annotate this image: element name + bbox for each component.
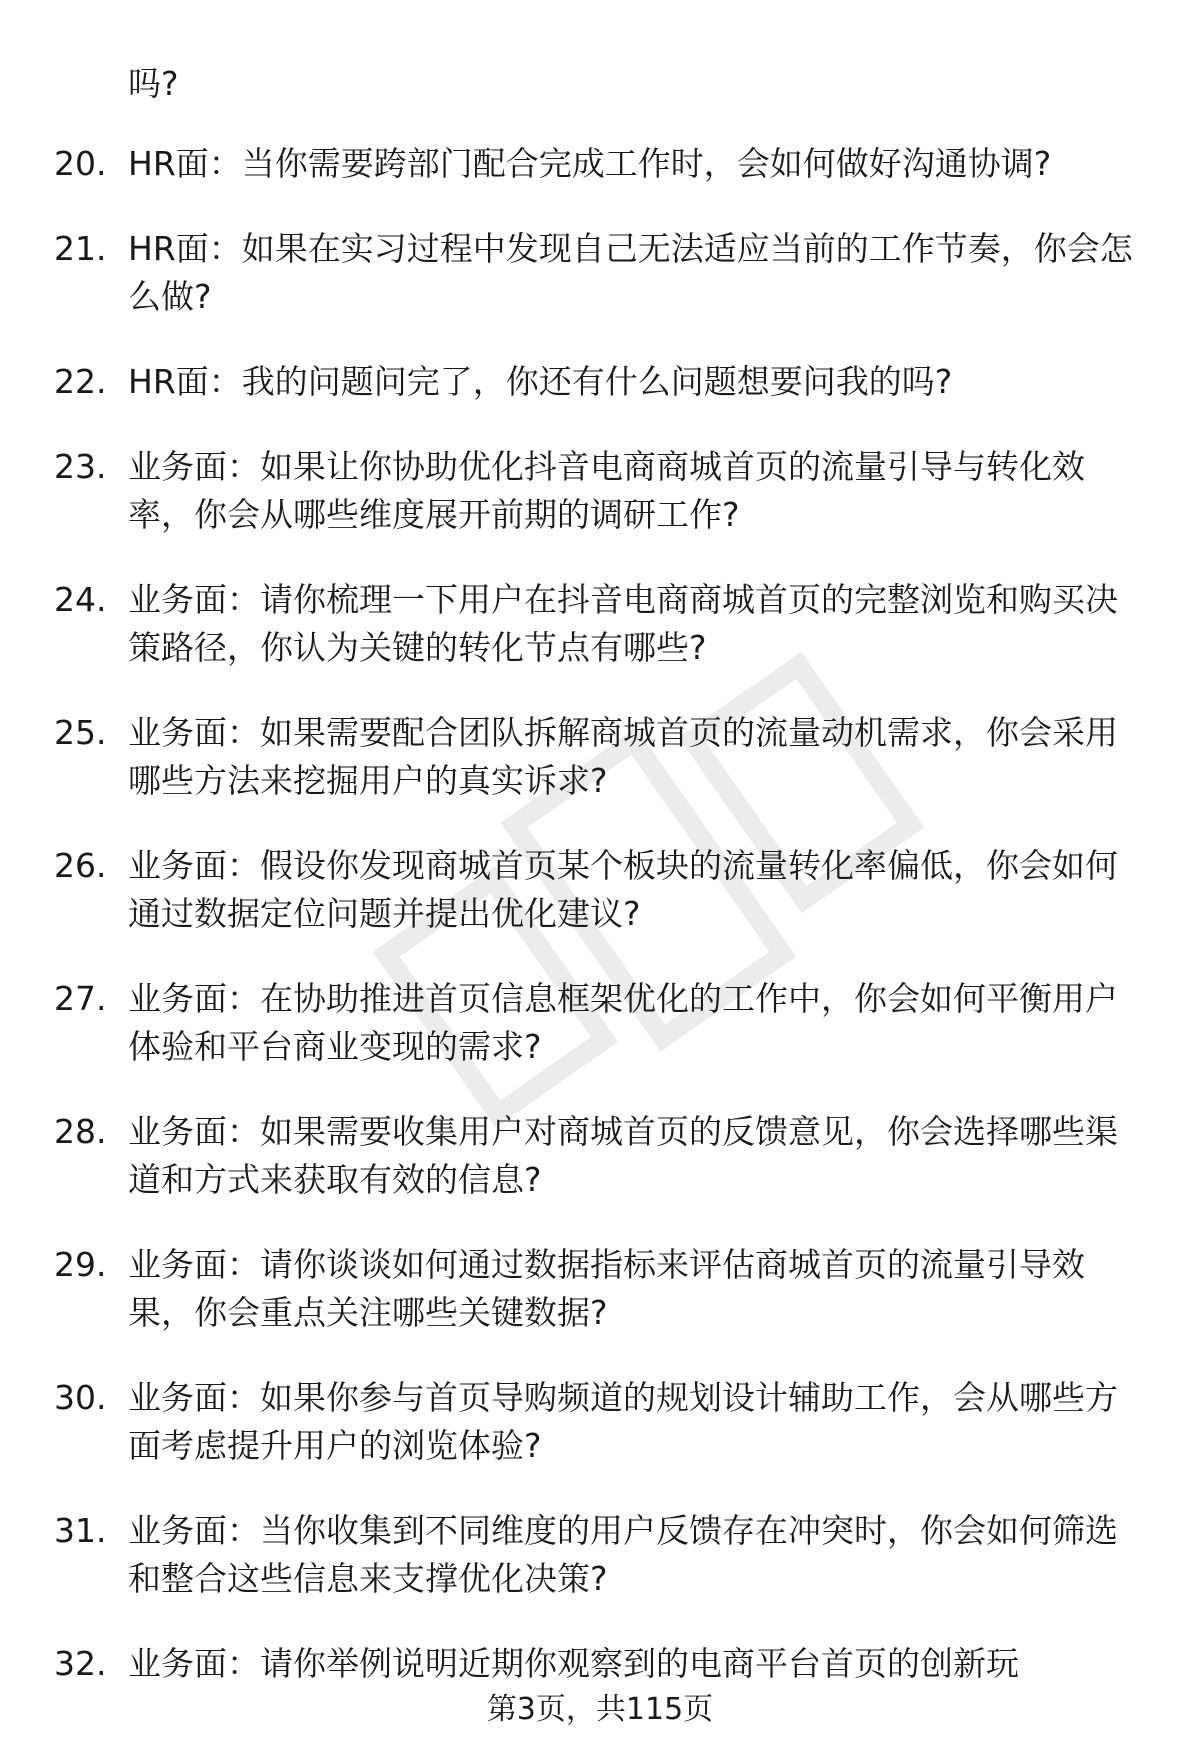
- question-number: 29.: [54, 1245, 107, 1284]
- question-text: HR面：如果在实习过程中发现自己无法适应当前的工作节奏，你会怎么做?: [128, 229, 1133, 316]
- question-item: [0, 140, 1200, 188]
- question-text: 业务面：在协助推进首页信息框架优化的工作中，你会如何平衡用户体验和平台商业变现的需求?: [128, 979, 1118, 1066]
- question-text: 业务面：如果需要收集用户对商城首页的反馈意见，你会选择哪些渠道和方式来获取有效的信息?: [128, 1112, 1118, 1199]
- question-number: 27.: [54, 979, 107, 1018]
- question-number: 30.: [54, 1378, 107, 1417]
- question-text: 业务面：假设你发现商城首页某个板块的流量转化率偏低，你会如何通过数据定位问题并提出优化建议?: [128, 846, 1118, 933]
- question-text: 业务面：请你梳理一下用户在抖音电商商城首页的完整浏览和购买决策路径，你认为关键的转化节点有哪些?: [128, 580, 1118, 667]
- question-number: 31.: [54, 1511, 107, 1550]
- question-number: 24.: [54, 580, 107, 619]
- question-text: 业务面：请你举例说明近期你观察到的电商平台首页的创新玩: [128, 1644, 1019, 1683]
- question-item: [0, 1374, 1200, 1470]
- question-item: [0, 709, 1200, 805]
- question-text: HR面：当你需要跨部门配合完成工作时，会如何做好沟通协调?: [128, 144, 1052, 183]
- question-list: [0, 140, 1200, 1725]
- question-number: 20.: [54, 144, 107, 183]
- question-item: [0, 1108, 1200, 1204]
- question-number: 21.: [54, 229, 107, 268]
- question-text: 业务面：请你谈谈如何通过数据指标来评估商城首页的流量引导效果，你会重点关注哪些关键数据?: [128, 1245, 1085, 1332]
- question-item: [0, 358, 1200, 406]
- question-number: 26.: [54, 846, 107, 885]
- question-item: [0, 225, 1200, 321]
- question-number: 32.: [54, 1644, 107, 1683]
- page-footer: 第3页，共115页: [486, 1692, 714, 1727]
- question-item: [0, 842, 1200, 938]
- question-number: 28.: [54, 1112, 107, 1151]
- question-text: 业务面：如果需要配合团队拆解商城首页的流量动机需求，你会采用哪些方法来挖掘用户的真实诉求?: [128, 713, 1118, 800]
- question-number: 23.: [54, 447, 107, 486]
- question-number: 22.: [54, 362, 107, 401]
- question-item: [0, 975, 1200, 1071]
- question-item: [0, 576, 1200, 672]
- question-item: [0, 1241, 1200, 1337]
- question-text: HR面：我的问题问完了，你还有什么问题想要问我的吗?: [128, 362, 953, 401]
- question-item: [0, 1507, 1200, 1603]
- question-text: 业务面：当你收集到不同维度的用户反馈存在冲突时，你会如何筛选和整合这些信息来支撑优化决策?: [128, 1511, 1118, 1598]
- question-text: 业务面：如果你参与首页导购频道的规划设计辅助工作，会从哪些方面考虑提升用户的浏览体验?: [128, 1378, 1118, 1465]
- question-item: [0, 443, 1200, 539]
- continuation-text: 吗?: [128, 64, 179, 103]
- question-item: [0, 1640, 1200, 1688]
- question-number: 25.: [54, 713, 107, 752]
- question-text: 业务面：如果让你协助优化抖音电商商城首页的流量引导与转化效率，你会从哪些维度展开前期的调研工作?: [128, 447, 1085, 534]
